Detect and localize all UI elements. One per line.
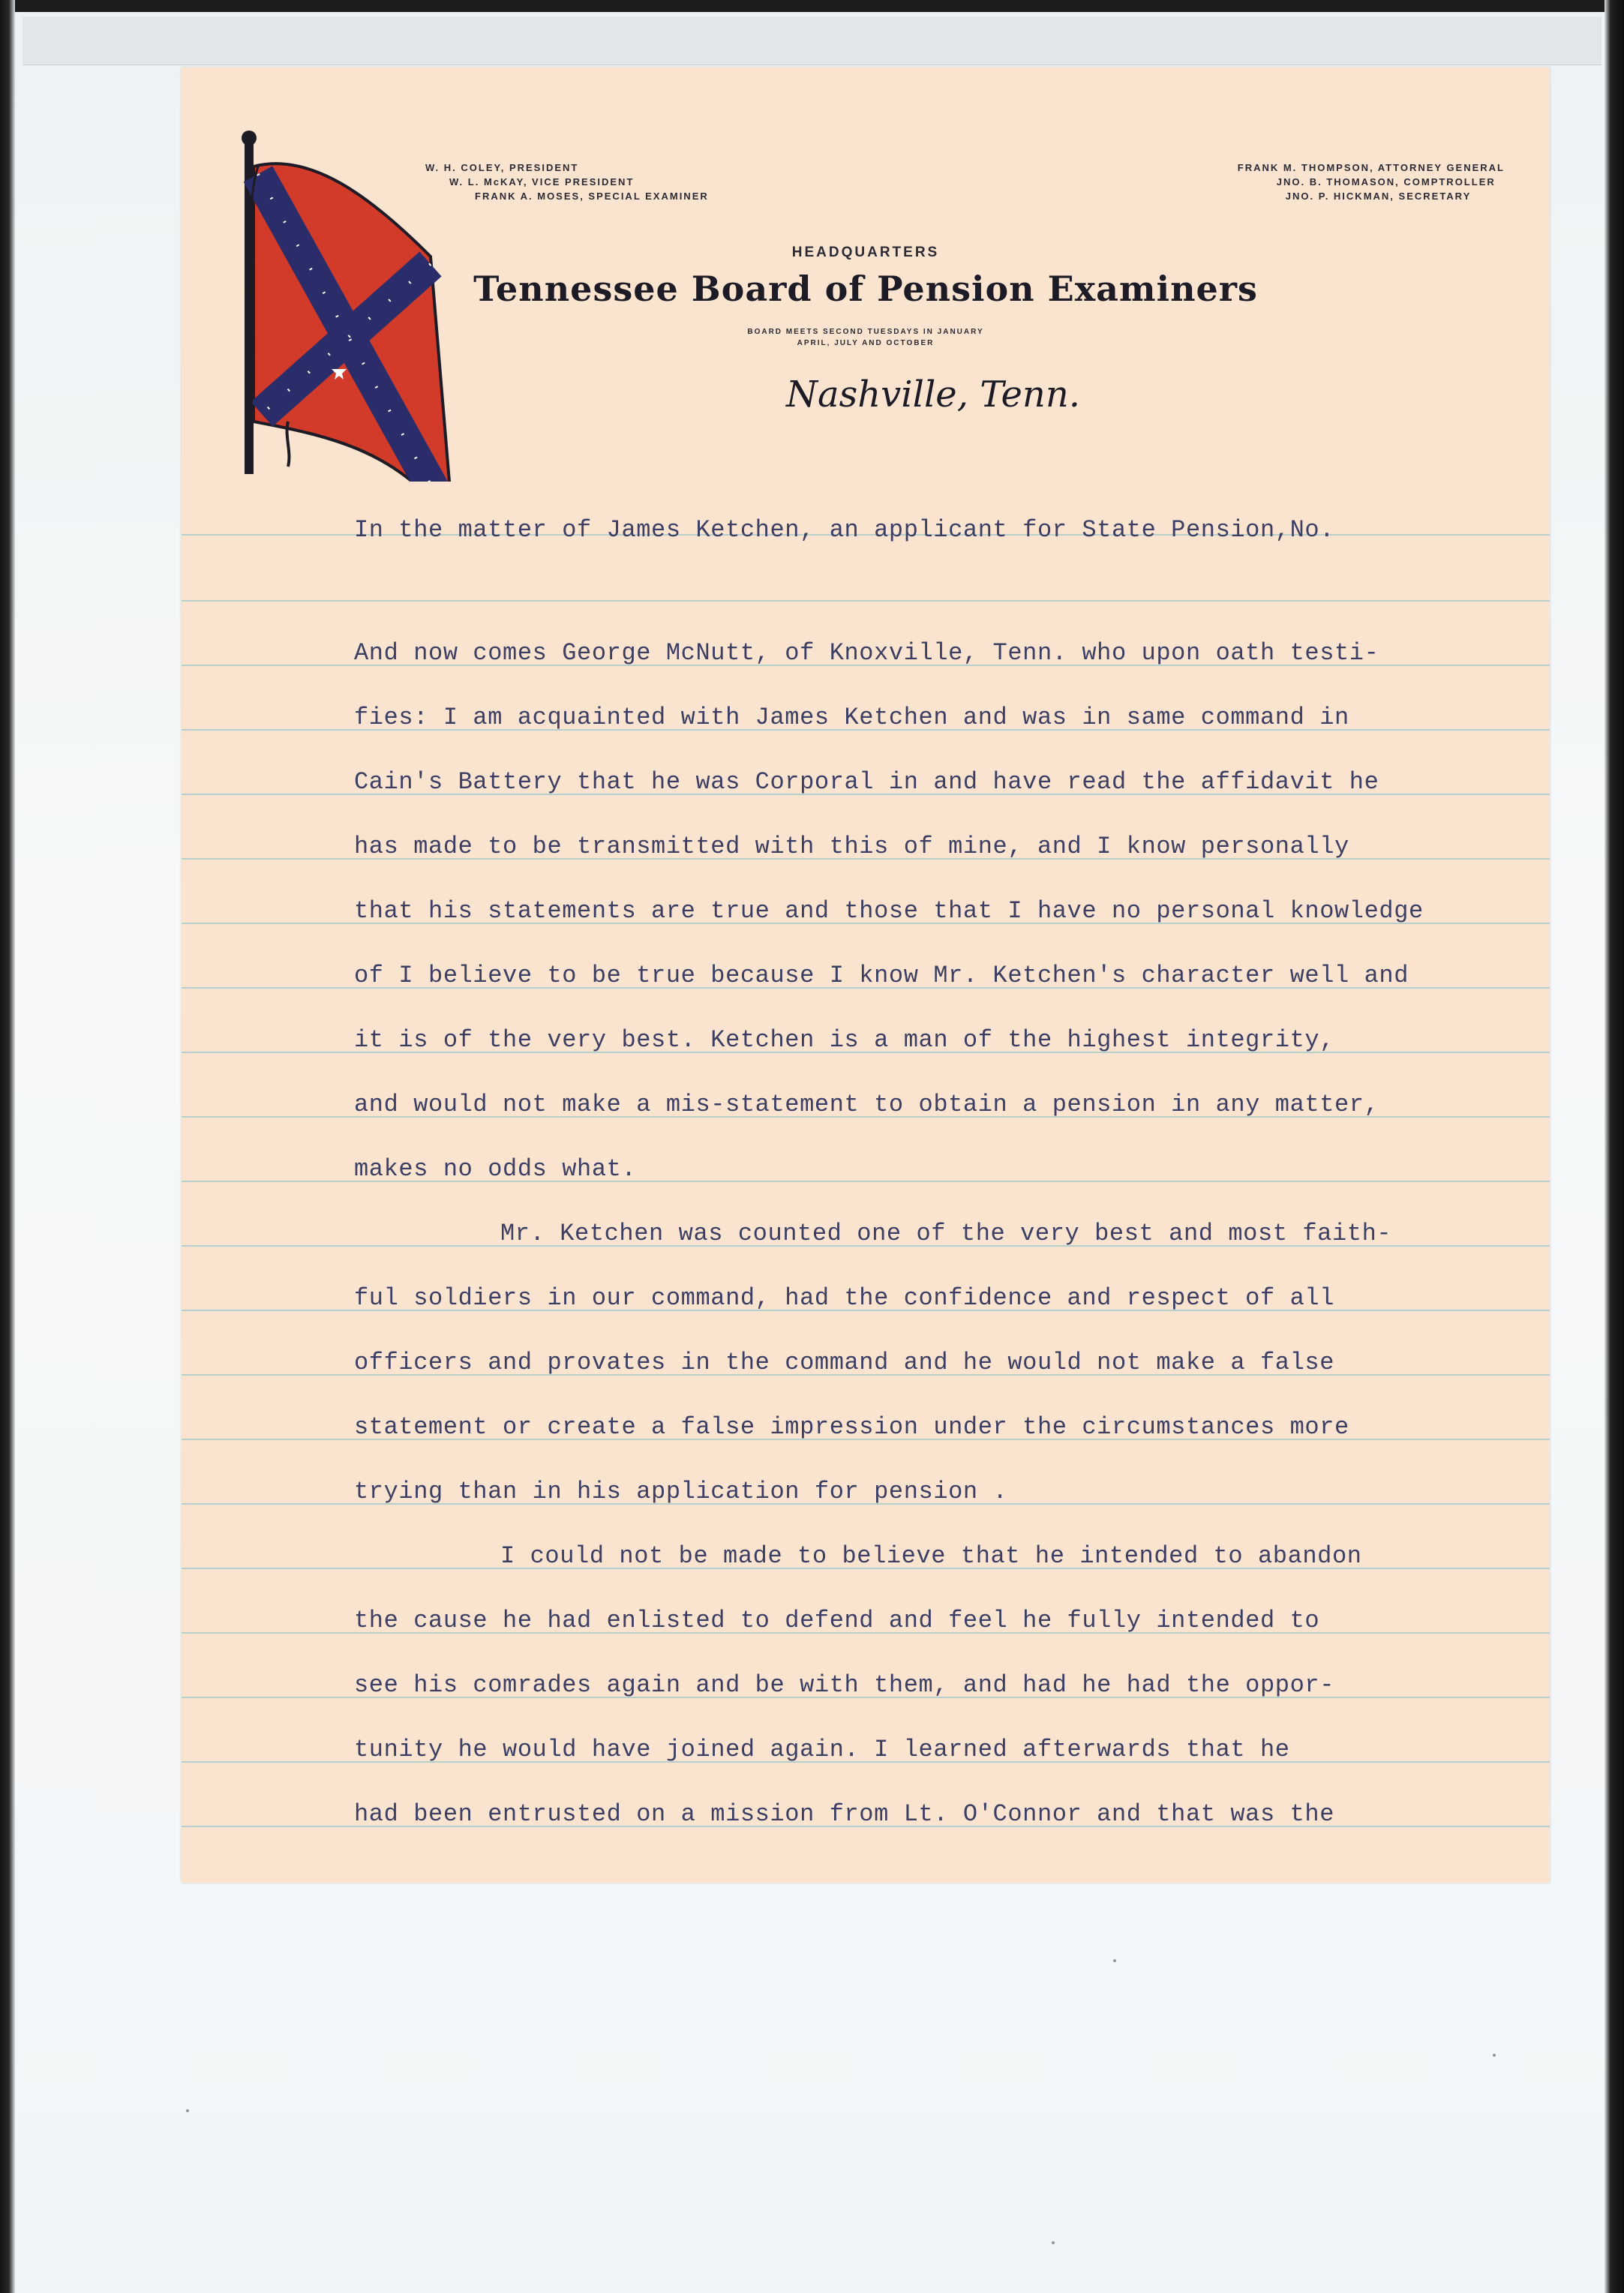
body-line: fies: I am acquainted with James Ketchen and was in same command in [354,704,1349,731]
letter-sheet [182,68,1550,1883]
body-line: makes no odds what. [354,1155,637,1183]
scanner-top-edge [0,0,1624,12]
scanner-left-edge [0,0,15,2293]
ruled-line [182,600,1550,602]
meeting-schedule [182,326,1550,349]
body-line: tunity he would have joined again. I learned afterwards that he [354,1736,1290,1763]
city-signature: Nashville, Tenn. [785,374,1081,416]
body-line: it is of the very best. Ketchen is a man of the highest integrity, [354,1026,1335,1054]
board-title: Tennessee Board of Pension Examiners [473,269,1258,309]
dust-speck [1113,1959,1116,1962]
body-line: and would not make a mis-statement to obtain a pension in any matter, [354,1091,1379,1118]
officer-comptroller: JNO. B. THOMASON, COMPTROLLER [1276,176,1496,188]
body-line: of I believe to be true because I know Mr. Ketchen's character well and [354,962,1409,989]
dust-speck [1493,2054,1496,2057]
body-line: has made to be transmitted with this of mine, and I know personally [354,833,1349,860]
body-line: that his statements are true and those that I have no personal knowledge [354,897,1424,925]
officers-right [1238,161,1505,203]
body-line: And now comes George McNutt, of Knoxville, Tenn. who upon oath testi- [354,639,1379,667]
meeting-line-2: APRIL, JULY AND OCTOBER [797,339,935,347]
body-line: Mr. Ketchen was counted one of the very best and most faith- [500,1220,1392,1247]
body-line: had been entrusted on a mission from Lt. O'Connor and that was the [354,1800,1335,1828]
headquarters-label: HEADQUARTERS [791,245,940,260]
officer-vice-president: W. L. McKAY, VICE PRESIDENT [449,176,635,188]
body-line: trying than in his application for pension . [354,1478,1008,1505]
body-line: the cause he had enlisted to defend and feel he fully intended to [354,1607,1320,1634]
scanner-lid-strip [23,17,1601,65]
body-line: I could not be made to believe that he intended to abandon [500,1542,1362,1570]
scanner-right-edge [1604,0,1624,2293]
body-line: see his comrades again and be with them, and had he had the oppor- [354,1671,1335,1699]
officer-president: W. H. COLEY, PRESIDENT [425,162,579,173]
body-line: ful soldiers in our command, had the confidence and respect of all [354,1284,1335,1312]
meeting-line-1: BOARD MEETS SECOND TUESDAYS IN JANUARY [747,328,984,336]
body-line: statement or create a false impression under the circumstances more [354,1413,1349,1441]
officer-secretary: JNO. P. HICKMAN, SECRETARY [1285,191,1472,202]
officer-special-examiner: FRANK A. MOSES, SPECIAL EXAMINER [475,191,709,202]
officer-attorney-general: FRANK M. THOMPSON, ATTORNEY GENERAL [1237,162,1505,173]
officers-left [425,161,709,203]
body-line: officers and provates in the command and he would not make a false [354,1349,1335,1376]
body-line: In the matter of James Ketchen, an applicant for State Pension,No. [354,516,1335,544]
dust-speck [1052,2241,1055,2244]
body-line: Cain's Battery that he was Corporal in and have read the affidavit he [354,768,1379,796]
dust-speck [186,2109,189,2112]
